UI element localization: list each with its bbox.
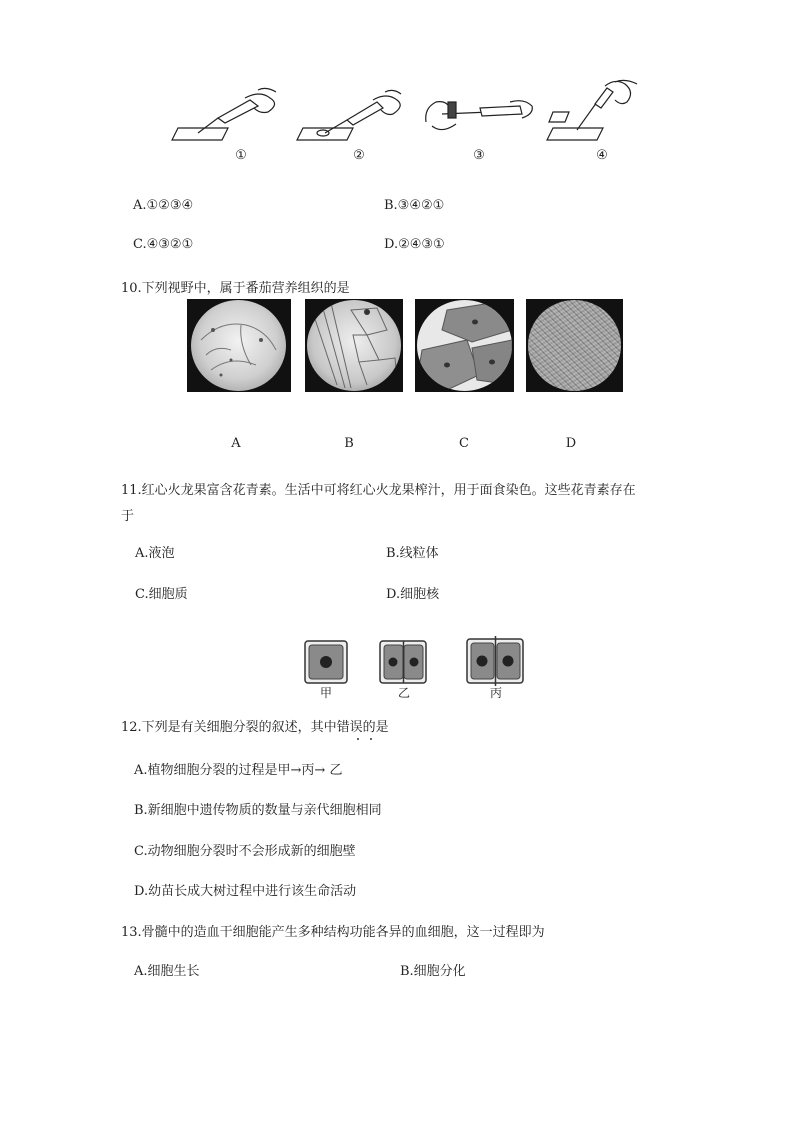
q12-option-c[interactable]: C.动物细胞分裂时不会形成新的细胞壁 bbox=[134, 844, 356, 859]
q13-stem: 13.骨髓中的造血干细胞能产生多种结构功能各异的血细胞，这一过程即为 bbox=[121, 925, 545, 940]
q12-option-a[interactable]: A.植物细胞分裂的过程是甲→丙→ 乙 bbox=[134, 763, 343, 778]
micrograph-label-d: D bbox=[565, 436, 577, 451]
micrograph-b[interactable] bbox=[305, 299, 403, 392]
cell-bing bbox=[467, 636, 523, 686]
q13-option-b[interactable]: B.细胞分化 bbox=[400, 964, 466, 979]
micrograph-d[interactable] bbox=[526, 299, 623, 392]
micrograph-a[interactable] bbox=[187, 299, 291, 392]
step-label-1: ① bbox=[235, 148, 247, 163]
micrograph-label-a: A bbox=[231, 436, 241, 451]
q11-option-c[interactable]: C.细胞质 bbox=[135, 587, 188, 602]
micrograph-c[interactable] bbox=[415, 299, 514, 392]
micrograph-label-b: B bbox=[344, 436, 354, 451]
cell-division-figure bbox=[300, 636, 530, 690]
slide-steps-figure bbox=[170, 78, 650, 148]
q9-option-a[interactable]: A.①②③④ bbox=[133, 198, 194, 213]
cell-label-jia: 甲 bbox=[319, 686, 332, 700]
step-3-illustration bbox=[426, 101, 533, 130]
cell-label-yi: 乙 bbox=[397, 686, 410, 700]
emphasis-dot bbox=[357, 738, 359, 740]
q10-stem: 10.下列视野中，属于番茄营养组织的是 bbox=[121, 281, 350, 296]
q12-option-b[interactable]: B.新细胞中遗传物质的数量与亲代细胞相同 bbox=[134, 803, 382, 818]
step-1-illustration bbox=[172, 88, 276, 140]
q9-option-b[interactable]: B.③④②① bbox=[384, 198, 445, 213]
q11-option-d[interactable]: D.细胞核 bbox=[386, 587, 440, 602]
step-label-4: ④ bbox=[596, 148, 608, 163]
q11-option-a[interactable]: A.液泡 bbox=[135, 546, 175, 561]
q9-option-c[interactable]: C.④③②① bbox=[133, 237, 194, 252]
q11-option-b[interactable]: B.线粒体 bbox=[386, 546, 439, 561]
cell-jia bbox=[305, 641, 347, 683]
q12-option-d[interactable]: D.幼苗长成大树过程中进行该生命活动 bbox=[134, 884, 357, 899]
q11-stem-line1: 11.红心火龙果富含花青素。生活中可将红心火龙果榨汁，用于面食染色。这些花青素存在 bbox=[121, 483, 636, 498]
cell-yi bbox=[380, 641, 426, 683]
q12-stem: 12.下列是有关细胞分裂的叙述，其中错误的是 bbox=[121, 720, 389, 735]
step-label-2: ② bbox=[353, 148, 365, 163]
cell-label-bing: 丙 bbox=[489, 686, 502, 700]
micrograph-label-c: C bbox=[459, 436, 469, 451]
step-4-illustration bbox=[547, 80, 637, 140]
emphasis-dot bbox=[370, 738, 372, 740]
q9-option-d[interactable]: D.②④③① bbox=[384, 237, 445, 252]
q11-stem-line2: 于 bbox=[121, 509, 135, 524]
step-label-3: ③ bbox=[473, 148, 485, 163]
step-2-illustration bbox=[297, 90, 401, 140]
q13-option-a[interactable]: A.细胞生长 bbox=[134, 964, 200, 979]
